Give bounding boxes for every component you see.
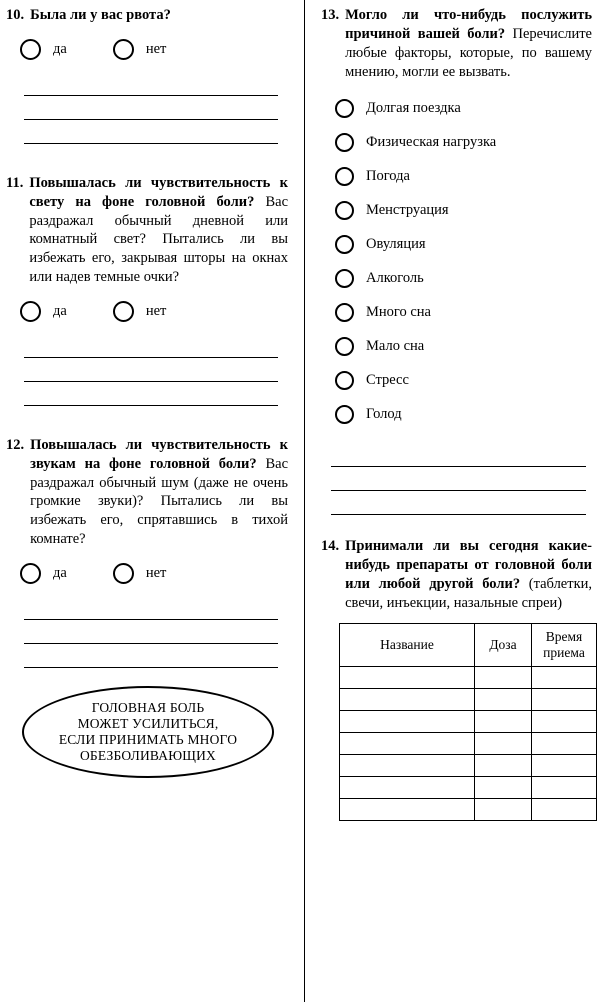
question-11-number: 11. [6, 174, 24, 191]
option-malo-sna[interactable] [335, 329, 592, 363]
question-12-heading [6, 436, 288, 549]
column-header-time: Время приема [532, 623, 597, 666]
question-10-options [20, 39, 288, 60]
radio-circle-icon[interactable] [335, 405, 354, 424]
cell-time[interactable] [532, 754, 597, 776]
warning-line-1: ГОЛОВНАЯ БОЛЬ [91, 700, 205, 716]
question-11 [6, 174, 288, 406]
option-label: Стресс [366, 371, 409, 388]
cell-dose[interactable] [475, 798, 532, 820]
option-label: да [53, 302, 67, 319]
option-label: да [53, 40, 67, 57]
radio-circle-icon[interactable] [335, 337, 354, 356]
radio-circle-icon[interactable] [20, 563, 41, 584]
option-fizicheskaya-nagruzka[interactable] [335, 125, 592, 159]
write-line[interactable] [24, 358, 278, 382]
column-header-name: Название [340, 623, 475, 666]
radio-circle-icon[interactable] [113, 301, 134, 322]
option-ovulyaciya[interactable] [335, 227, 592, 261]
option-label: Погода [366, 167, 410, 184]
warning-text [59, 700, 237, 764]
table-body [340, 666, 597, 820]
question-10-option-yes[interactable] [20, 39, 67, 60]
radio-circle-icon[interactable] [20, 301, 41, 322]
question-13-text-normal: Перечислите любые факторы, которые, по вашему мнению, могли ее вызвать. [345, 25, 592, 80]
question-14-text-bold: Принимали ли вы сегодня какие-нибудь препараты от головной боли или любой другой боли? [345, 538, 592, 593]
write-line[interactable] [24, 644, 278, 668]
cell-name[interactable] [340, 688, 475, 710]
question-11-write-lines [6, 334, 288, 406]
question-12-text [30, 436, 288, 549]
radio-circle-icon[interactable] [113, 39, 134, 60]
option-label: нет [145, 302, 167, 319]
warning-callout [22, 686, 288, 778]
question-10-text: Была ли у вас рвота? [30, 7, 171, 23]
cell-dose[interactable] [475, 710, 532, 732]
question-11-heading [6, 174, 288, 287]
cell-name[interactable] [340, 732, 475, 754]
cell-time[interactable] [532, 666, 597, 688]
question-14-text-normal: (таблетки, свечи, инъекции, назальные спреи) [345, 576, 593, 611]
question-12-text-bold: Повышалась ли чувствительность к звукам на фоне головной боли? [30, 436, 288, 472]
question-10-number: 10. [6, 7, 25, 23]
warning-line-2: МОЖЕТ УСИЛИТЬСЯ, [77, 716, 219, 732]
cell-time[interactable] [532, 732, 597, 754]
question-12-option-no[interactable] [113, 563, 167, 584]
table-row[interactable] [340, 732, 597, 754]
cell-dose[interactable] [475, 754, 532, 776]
radio-circle-icon[interactable] [20, 39, 41, 60]
option-label: Менструация [366, 201, 449, 218]
question-13-number: 13. [321, 7, 340, 23]
question-11-text [29, 174, 288, 287]
cell-time[interactable] [532, 776, 597, 798]
question-10 [6, 6, 288, 144]
table-row[interactable] [340, 798, 597, 820]
radio-circle-icon[interactable] [335, 99, 354, 118]
question-14-number: 14. [321, 538, 340, 555]
cell-dose[interactable] [475, 666, 532, 688]
write-line[interactable] [331, 443, 586, 467]
question-11-text-bold: Повышалась ли чувствительность к свету на фоне головной боли? [29, 174, 288, 210]
question-10-write-lines [6, 72, 288, 144]
cell-time[interactable] [532, 688, 597, 710]
option-label: Физическая нагрузка [366, 133, 497, 150]
option-label: Мало сна [366, 337, 425, 354]
option-alkogol[interactable] [335, 261, 592, 295]
question-12-text-normal: Вас раздражал обычный шум (даже не очень громкие звуки)? Пытались ли вы избежать его, спрятавшись в тихой комнате? [30, 455, 289, 548]
question-14-text [345, 537, 592, 612]
radio-circle-icon[interactable] [335, 303, 354, 322]
write-line[interactable] [331, 491, 586, 515]
option-dolgaya-poezdka[interactable] [335, 91, 592, 125]
table-header-row [340, 623, 597, 666]
write-line[interactable] [24, 382, 278, 406]
cell-name[interactable] [340, 754, 475, 776]
question-12-number: 12. [6, 436, 25, 453]
option-label: нет [145, 564, 167, 581]
radio-circle-icon[interactable] [335, 235, 354, 254]
question-11-option-yes[interactable] [20, 301, 67, 322]
option-golod[interactable] [335, 397, 592, 431]
question-12-write-lines [6, 596, 288, 668]
option-label: да [53, 564, 67, 581]
radio-circle-icon[interactable] [335, 269, 354, 288]
question-12-options [20, 563, 288, 584]
question-11-options [20, 301, 288, 322]
option-label: Алкоголь [366, 269, 424, 286]
question-11-option-no[interactable] [113, 301, 167, 322]
warning-ellipse [22, 686, 274, 778]
radio-circle-icon[interactable] [335, 201, 354, 220]
cell-name[interactable] [340, 666, 475, 688]
question-13-heading [321, 6, 592, 81]
table-row[interactable] [340, 688, 597, 710]
cell-dose[interactable] [475, 732, 532, 754]
write-line[interactable] [24, 120, 278, 144]
cell-name[interactable] [340, 776, 475, 798]
cell-name[interactable] [340, 798, 475, 820]
option-label: Овуляция [366, 235, 426, 252]
write-line[interactable] [24, 596, 278, 620]
write-line[interactable] [24, 72, 278, 96]
question-14-heading [321, 537, 592, 612]
question-14 [321, 537, 592, 820]
cell-time[interactable] [532, 710, 597, 732]
table-row[interactable] [340, 754, 597, 776]
option-stress[interactable] [335, 363, 592, 397]
question-13-write-lines [321, 443, 592, 515]
option-mnogo-sna[interactable] [335, 295, 592, 329]
option-label: нет [145, 40, 167, 57]
write-line[interactable] [24, 620, 278, 644]
column-header-dose: Доза [475, 623, 532, 666]
table-row[interactable] [340, 666, 597, 688]
right-column [304, 0, 600, 1002]
question-12-option-yes[interactable] [20, 563, 67, 584]
radio-circle-icon[interactable] [335, 371, 354, 390]
warning-line-4: ОБЕЗБОЛИВАЮЩИХ [79, 747, 216, 763]
radio-circle-icon[interactable] [335, 133, 354, 152]
option-label: Много сна [366, 303, 431, 320]
question-13-text-bold: Могло ли что-нибудь послужить причиной вашей боли? [345, 7, 592, 42]
question-13 [321, 6, 592, 515]
option-pogoda[interactable] [335, 159, 592, 193]
cell-dose[interactable] [475, 688, 532, 710]
question-12 [6, 436, 288, 668]
question-13-options [335, 91, 592, 431]
question-13-text [345, 6, 592, 81]
cell-dose[interactable] [475, 776, 532, 798]
table-row[interactable] [340, 776, 597, 798]
write-line[interactable] [331, 467, 586, 491]
cell-time[interactable] [532, 798, 597, 820]
warning-line-3: ЕСЛИ ПРИНИМАТЬ МНОГО [58, 731, 238, 747]
option-label: Голод [366, 405, 402, 422]
radio-circle-icon[interactable] [113, 563, 134, 584]
question-11-text-normal: Вас раздражал обычный дневной или комнатный свет? Пытались ли вы избежать его, закрывая шторы на окнах или надев темные очки? [29, 193, 289, 286]
question-10-heading [6, 6, 288, 25]
write-line[interactable] [24, 334, 278, 358]
option-menstruaciya[interactable] [335, 193, 592, 227]
table-row[interactable] [340, 710, 597, 732]
option-label: Долгая поездка [366, 99, 461, 116]
question-10-option-no[interactable] [113, 39, 167, 60]
radio-circle-icon[interactable] [335, 167, 354, 186]
cell-name[interactable] [340, 710, 475, 732]
medications-table [339, 623, 597, 821]
write-line[interactable] [24, 96, 278, 120]
